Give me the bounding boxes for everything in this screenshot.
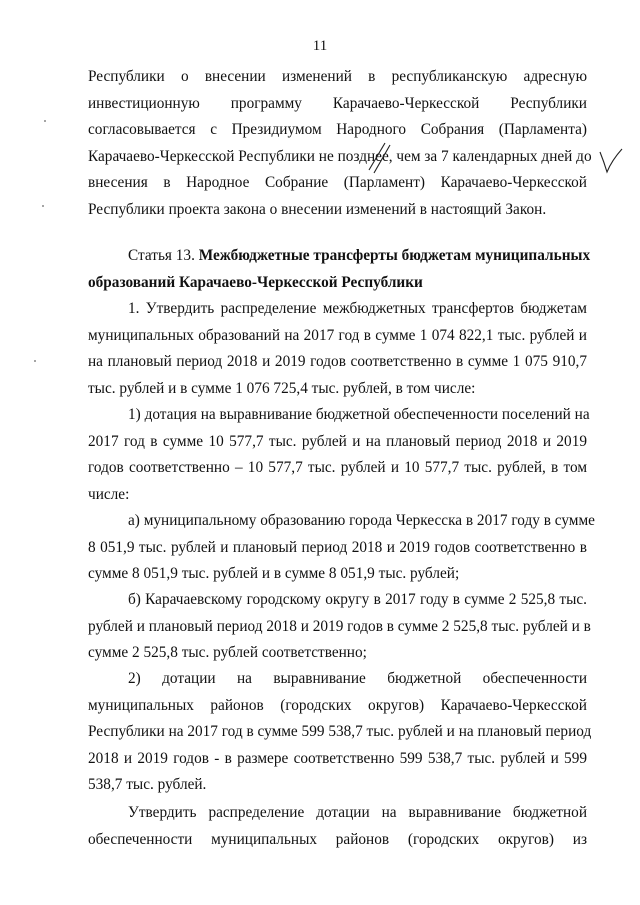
subitem-a (88, 508, 595, 588)
handwritten-check-mark (598, 146, 624, 176)
scan-artifact (44, 120, 46, 122)
scan-artifact (42, 205, 44, 207)
scan-artifact (34, 360, 36, 362)
text-line: Утвердить распределение дотации на выравнивание бюджетной (128, 804, 587, 821)
text-line: инвестиционную программу Карачаево-Черкесской Республики (88, 94, 587, 112)
article-heading-line (88, 243, 591, 270)
subitem-1 (88, 402, 590, 508)
text-line: 1. Утвердить распределение межбюджетных трансфертов бюджетам (128, 300, 587, 317)
paragraph-1 (88, 296, 587, 402)
subitem-b (88, 587, 591, 667)
text-line: 2) дотации на выравнивание бюджетной обеспеченности (128, 670, 587, 687)
text-line: сумме 8 051,9 тыс. рублей и в сумме 8 051,9 тыс. рублей; (88, 565, 460, 583)
text-line: внесения в Народное Собрание (Парламент) Карачаево-Черкесской (88, 174, 587, 192)
text-line: на плановый период 2018 и 2019 годов соответственно в сумме 1 075 910,7 (88, 353, 587, 371)
text-line: числе: (88, 485, 130, 503)
text-line: тыс. рублей и в сумме 1 076 725,4 тыс. рублей, в том числе: (88, 379, 476, 397)
text-line: Республики проекта закона о внесении изменений в настоящий Закон. (88, 200, 547, 218)
text-line: а) муниципальному образованию города Черкесска в 2017 году в сумме (128, 512, 595, 529)
text-line: рублей и плановый период 2018 и 2019 годов в сумме 2 525,8 тыс. рублей и в (88, 617, 591, 635)
text-line: годов соответственно – 10 577,7 тыс. рублей и 10 577,7 тыс. рублей, в том (88, 459, 587, 477)
text-line: согласовывается с Президиумом Народного Собрания (Парламента) (88, 121, 587, 139)
text-line: 538,7 тыс. рублей. (88, 776, 207, 794)
text-line: Республики на 2017 год в сумме 599 538,7 тыс. рублей и на плановый период (88, 723, 592, 741)
article-heading-line: образований Карачаево-Черкесской Республики (88, 273, 423, 291)
text-line: 8 051,9 тыс. рублей и плановый период 2018 и 2019 годов соответственно в (88, 538, 587, 556)
text-line: б) Карачаевскому городскому округу в 2017 году в сумме 2 525,8 тыс. (128, 591, 587, 608)
text-line: 2017 год в сумме 10 577,7 тыс. рублей и на плановый период 2018 и 2019 (88, 432, 587, 450)
text-line: 2018 и 2019 годов - в размере соответственно 599 538,7 тыс. рублей и 599 (88, 749, 587, 767)
text-line: 1) дотация на выравнивание бюджетной обеспеченности поселений на (128, 406, 590, 423)
text-line: сумме 2 525,8 тыс. рублей соответственно; (88, 644, 367, 662)
text-line: муниципальных районов (городских округов) Карачаево-Черкесской (88, 696, 587, 714)
intro-paragraph (88, 64, 592, 224)
article-title: Межбюджетные трансферты бюджетам муниципальных (198, 247, 591, 264)
article-prefix: Статья 13. (128, 247, 199, 264)
page-number: 11 (312, 38, 328, 54)
subitem-2 (88, 666, 592, 799)
article-heading (88, 243, 591, 296)
text-line: Карачаево-Черкесской Республики не позднее, чем за 7 календарных дней до (88, 147, 592, 165)
text-line: муниципальных образований на 2017 год в сумме 1 074 822,1 тыс. рублей и (88, 326, 587, 344)
text-line: обеспеченности муниципальных районов (городских округов) из (88, 830, 587, 848)
text-line: Республики о внесении изменений в республиканскую адресную (88, 68, 587, 85)
handwritten-slash-mark (363, 140, 393, 176)
final-paragraph (88, 800, 587, 853)
